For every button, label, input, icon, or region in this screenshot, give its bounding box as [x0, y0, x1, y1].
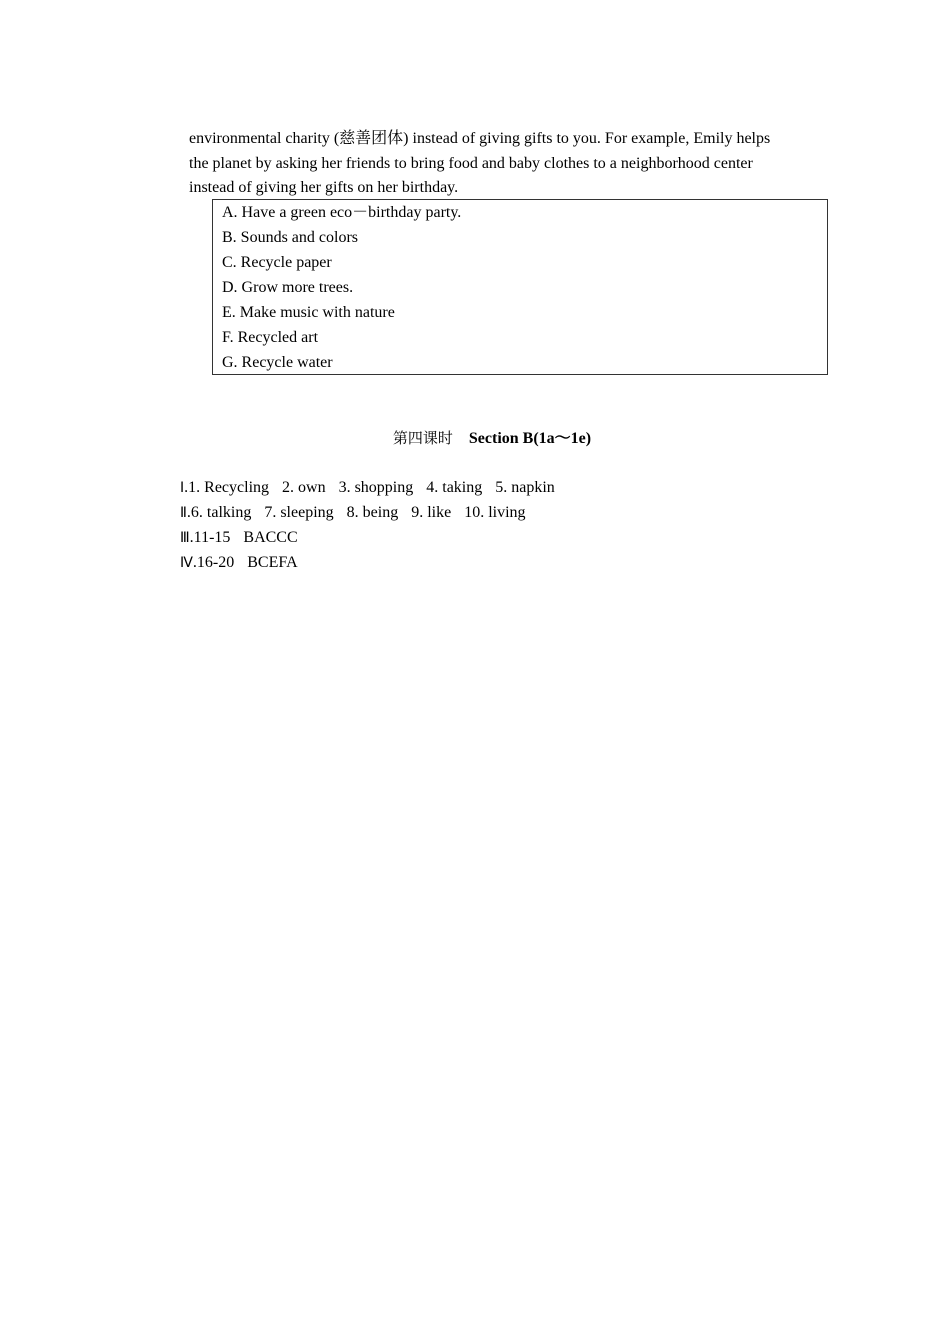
answer-item: 8. being	[346, 504, 399, 521]
lesson-label: 第四课时	[392, 429, 453, 447]
answer-item: 2. own	[282, 479, 326, 496]
options-box	[212, 199, 828, 375]
answer-item: 10. living	[464, 504, 526, 521]
option-c: C. Recycle paper	[222, 254, 332, 271]
answer-row-1: Ⅰ.1. Recycling 2. own 3. shopping 4. taking 5. napkin	[180, 479, 555, 496]
answer-letters: BCEFA	[247, 554, 298, 571]
answer-item: 4. taking	[426, 479, 483, 496]
answer-item: 5. napkin	[495, 479, 555, 496]
option-g: G. Recycle water	[222, 354, 333, 371]
passage-line: environmental charity (慈善团体) instead of giving gifts to you. For example, Emily helps	[189, 130, 771, 147]
roman-numeral: Ⅳ	[180, 555, 193, 571]
section-title: Section B(1a～1e)	[468, 430, 592, 447]
answer-range: 16-20	[196, 554, 235, 571]
section-heading	[0, 428, 950, 449]
option-b: B. Sounds and colors	[222, 229, 358, 246]
passage-paragraph	[189, 127, 819, 201]
answer-range: 11-15	[193, 529, 231, 546]
roman-numeral: Ⅰ	[180, 480, 185, 496]
option-f: F. Recycled art	[222, 329, 319, 346]
option-e: E. Make music with nature	[222, 304, 395, 321]
answer-row-3: Ⅲ.11-15 BACCC	[180, 529, 298, 546]
answer-letters: BACCC	[243, 529, 298, 546]
option-d: D. Grow more trees.	[222, 279, 354, 296]
roman-numeral: Ⅲ	[180, 530, 190, 546]
answer-row-4: Ⅳ.16-20 BCEFA	[180, 554, 298, 571]
passage-line: the planet by asking her friends to bring food and baby clothes to a neighborhood center	[189, 154, 753, 172]
answer-item: 1. Recycling	[188, 479, 270, 496]
option-a: A. Have a green eco－birthday party.	[222, 204, 462, 221]
passage-line: instead of giving her gifts on her birthday.	[189, 179, 459, 197]
answer-item: 3. shopping	[338, 479, 414, 496]
answer-item: 9. like	[411, 504, 452, 521]
roman-numeral: Ⅱ	[180, 505, 187, 521]
answer-row-2: Ⅱ.6. talking 7. sleeping 8. being 9. like 10. living	[180, 504, 526, 521]
answer-item: 6. talking	[190, 504, 252, 521]
answer-item: 7. sleeping	[264, 504, 334, 521]
